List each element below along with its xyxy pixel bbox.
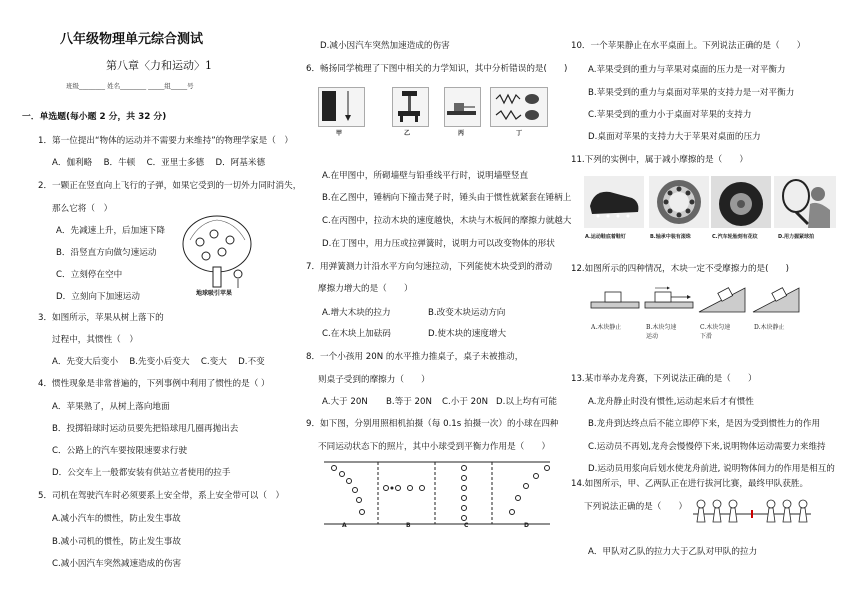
question-6-option-c: C.在丙图中，拉动木块的速度越快，木块与木板间的摩擦力就越大 [322,216,572,226]
question-10: 10．一个苹果静止在水平桌面上。下列说法正确的是（ ） [571,41,806,51]
question-5-option-d: D.减小因汽车突然加速造成的伤害 [320,41,450,51]
q12-caption-d: D.木块静止 [754,324,785,331]
q12-caption-a: A.木块静止 [591,324,622,331]
q12-caption-c: C.木块匀速下滑 [700,324,731,340]
question-1-options: A．伽利略 B．牛顿 C．亚里士多德 D．阿基米德 [52,158,266,168]
question-13: 13.某市举办龙舟赛，下列说法正确的是（ ） [571,374,757,384]
question-7-option-c: C.在木块上加砝码 [322,329,391,339]
q6-label-yi: 乙 [404,130,411,137]
question-5: 5．司机在驾驶汽车时必须要系上安全带，系上安全带可以（ ） [38,491,285,501]
question-13-option-c: C.运动员不再划,龙舟会慢慢停下来,说明物体运动需要力来维持 [588,442,826,452]
q12-caption-b: B.木块匀速运动 [646,324,677,340]
question-4-option-c: C．公路上的汽车要按限速要求行驶 [52,446,187,456]
q11-caption-c: C.汽车轮胎刻有花纹 [712,234,758,240]
student-info-line: 班级________ 姓名________ _____组_____号 [66,82,194,90]
question-11: 11.下列的实例中，属于减小摩擦的是（ ） [571,155,748,165]
question-3-options: A．先变大后变小 B.先变小后变大 C.变大 D.不变 [52,357,265,367]
apple-tree-caption: 地球吸引苹果 [196,290,233,297]
question-3-cont: 过程中，其惯性（ ） [52,335,138,345]
question-2-cont: 那么它将（ ） [52,204,113,214]
question-5-option-a: A.减小汽车的惯性，防止发生事故 [52,514,181,524]
question-8: 8．一个小孩用 20N 的水平推力推桌子，桌子未被推动， [306,352,524,362]
q6-label-jia: 甲 [336,130,343,137]
section-title: 一．单选题(每小题 2 分，共 32 分) [22,112,167,122]
question-4: 4．惯性现象是非常普遍的，下列事例中利用了惯性的是（ ） [38,379,270,389]
q11-caption-b: B.轴承中装有滚珠 [650,234,691,240]
question-9-cont: 不同运动状态下的照片，其中小球受到平衡力作用是（ ） [318,442,551,452]
question-1: 1．第一位提出“物体的运动并不需要力来维持”的物理学家是（ ） [38,136,293,146]
q11-tire-photo [711,176,771,228]
question-9: 9．如下图，分别用照相机拍摄（每 0.1s 拍摄一次）的小球在四种 [306,419,559,429]
q11-bearing-photo [649,176,709,228]
question-7-option-b: B.改变木块运动方向 [428,308,506,318]
question-6-option-b: B.在乙图中，锤柄向下撞击凳子时，锤头由于惯性就紧套在锤柄上 [322,193,572,203]
q9-label-b: B [406,522,411,529]
tug-of-war-image [689,496,815,530]
q6-label-ding: 丁 [516,130,523,137]
question-10-option-d: D.桌面对苹果的支持力大于苹果对桌面的压力 [588,132,761,142]
question-10-option-a: A.苹果受到的重力与苹果对桌面的压力是一对平衡力 [588,65,786,75]
question-6: 6．畅扬同学梳理了下图中相关的力学知识，其中分析错误的是( ) [306,64,568,74]
q6-spring-icon [492,89,544,123]
question-10-option-c: C.苹果受到的重力小于桌面对苹果的支持力 [588,110,752,120]
question-4-option-b: B．投掷铅球时运动员要先把铅球甩几圈再抛出去 [52,424,239,434]
chapter-subtitle: 第八章〈力和运动〉1 [106,59,212,72]
q9-label-c: C [464,522,469,529]
question-8-cont: 则桌子受到的摩擦力（ ） [318,375,430,385]
question-13-option-a: A.龙舟静止时没有惯性,运动起来后才有惯性 [588,397,754,407]
question-14: 14.如图所示，甲、乙两队正在进行拔河比赛，最终甲队获胜。 [571,479,809,489]
question-8-option-d: D.以上均有可能 [496,397,557,407]
question-4-option-a: A．苹果熟了，从树上落向地面 [52,402,170,412]
q11-shoe-photo [584,176,644,228]
q12-figures [589,284,801,318]
question-14-option-a: A．甲队对乙队的拉力大于乙队对甲队的拉力 [588,547,758,557]
q6-plumb-icon [320,89,361,123]
question-2-option-a: A．先减速上升，后加速下降 [56,226,166,236]
q6-hammer-icon [394,89,425,123]
question-8-option-a: A.大于 20N [322,397,368,407]
apple-tree-image [180,212,255,302]
question-7: 7．用弹簧测力计沿水平方向匀速拉动，下列能使木块受到的滑动 [306,262,553,272]
question-12: 12.如图所示的四种情况，木块一定不受摩擦力的是( ) [571,264,790,274]
q11-caption-a: A.运动鞋底着鞋钉 [585,234,626,240]
q11-racket-photo [774,176,836,228]
question-3: 3．如图所示，苹果从树上落下的 [38,313,164,323]
q11-caption-d: D.用力握紧球拍 [778,234,815,240]
q6-label-bing: 丙 [458,130,465,137]
question-2-option-c: C．立刻停在空中 [56,270,123,280]
question-4-option-d: D．公交车上一般都安装有供站立者使用的拉手 [52,468,231,478]
question-6-option-d: D.在丁图中，用力压或拉弹簧时，说明力可以改变物体的形状 [322,239,555,249]
exam-title: 八年级物理单元综合测试 [60,32,204,47]
q6-block-icon [446,89,477,123]
question-8-option-c: C.小于 20N [442,397,489,407]
question-13-option-d: D.运动员用浆向后划水使龙舟前进, 说明物体间力的作用是相互的 [588,464,835,474]
question-5-option-b: B.减小司机的惯性，防止发生事故 [52,537,181,547]
question-14-cont: 下列说法正确的是（ ） [584,502,688,512]
question-7-option-d: D.使木块的速度增大 [428,329,507,339]
q9-label-d: D [524,522,529,529]
q9-label-a: A [342,522,347,529]
question-2-option-d: D．立刻向下加速运动 [56,292,140,302]
question-13-option-b: B.龙舟到达终点后不能立即停下来，是因为受到惯性力的作用 [588,419,821,429]
question-6-option-a: A.在甲图中，所砌墙壁与铅垂线平行时，说明墙壁竖直 [322,171,529,181]
question-8-option-b: B.等于 20N [386,397,432,407]
question-7-cont: 摩擦力增大的是（ ） [318,284,413,294]
question-2-option-b: B．沿竖直方向做匀速运动 [56,248,157,258]
q9-strobe-figure [322,460,552,532]
question-7-option-a: A.增大木块的拉力 [322,308,391,318]
question-2: 2．一颗正在竖直向上飞行的子弹，如果它受到的一切外力同时消失， [38,181,302,191]
question-5-option-c: C.减小因汽车突然减速造成的伤害 [52,559,182,569]
question-10-option-b: B.苹果受到的重力与桌面对苹果的支持力是一对平衡力 [588,88,795,98]
